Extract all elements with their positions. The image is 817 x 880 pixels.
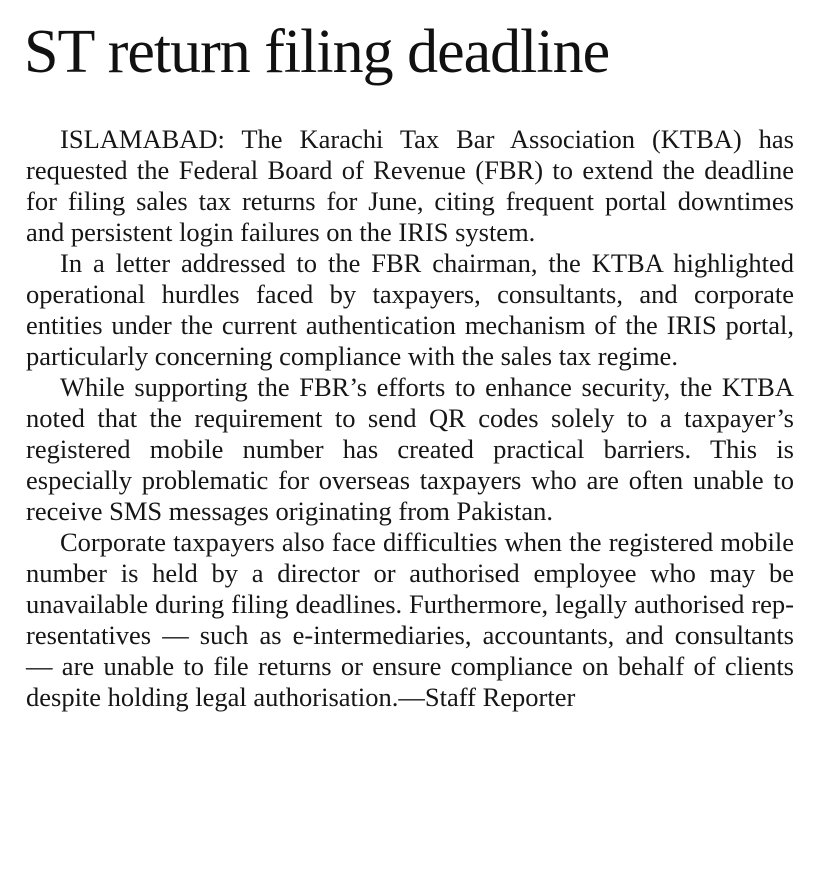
article-paragraph-last [26, 527, 794, 713]
article-paragraph: In a letter addressed to the FBR chairman, the KTBA highlighted operational hurdles faced by taxpayers, consultants, and corporate entities under the current authentication mechanism of the IRIS portal, particularly concerning compliance with the sales tax regime. [26, 248, 794, 371]
article-byline: Staff Reporter [424, 682, 576, 712]
article-paragraph: While supporting the FBR’s efforts to enhance security, the KTBA noted that the requirement to send QR codes solely to a taxpayer’s registered mobile number has created practical barriers. This is especially problematic for overseas taxpayers who are often unable to receive SMS messages originating from Pakistan. [26, 372, 794, 526]
article-paragraph: ISLAMABAD: The Karachi Tax Bar Association (KTBA) has requested the Federal Board of Revenue (FBR) to extend the deadline for filing sales tax returns for June, citing frequent portal downtimes and persistent login failures on the IRIS system. [26, 124, 794, 247]
article-body [26, 124, 794, 713]
article-paragraph-text: Corporate taxpayers also face difficulties when the registered mobile number is held by a director or authorised employee who may be unavailable during filing deadlines. Furthermore, legally authorised representatives — such as e-intermediaries, accountants, and consultants — are unable to file returns or ensure compliance on behalf of clients despite holding legal authorisation.— [26, 527, 794, 712]
article-headline: ST return filing deadline [24, 18, 610, 86]
